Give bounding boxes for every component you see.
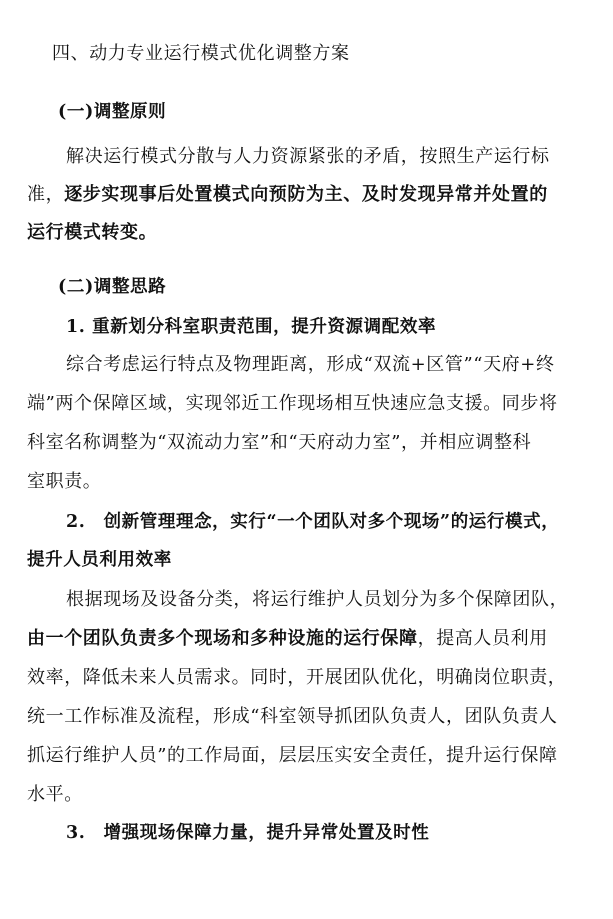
principle-line-2 (27, 184, 548, 206)
section-title: 四、动力专业运行模式优化调整方案 (52, 43, 350, 64)
item2-line-4: 统一工作标准及流程，形成“科室领导抓团队负责人，团队负责人 (27, 706, 558, 727)
principle-line-2-plain: 准， (27, 184, 65, 205)
thinking-heading: (二)调整思路 (58, 277, 167, 297)
principle-line-2-bold: 逐步实现事后处置模式向预防为主、及时发现异常并处置的 (64, 184, 548, 205)
item1-title: 1. 重新划分科室职责范围，提升资源调配效率 (66, 317, 437, 337)
item1-line-3: 科室名称调整为“双流动力室”和“天府动力室”，并相应调整科 (27, 432, 532, 453)
principle-heading: (一)调整原则 (58, 102, 167, 122)
item1-line-1: 综合考虑运行特点及物理距离，形成“双流+区管”“天府+终 (66, 354, 555, 375)
item2-line-1: 根据现场及设备分类，将运行维护人员划分为多个保障团队， (66, 589, 569, 610)
principle-line-1: 解决运行模式分散与人力资源紧张的矛盾，按照生产运行标 (66, 146, 550, 167)
item1-line-4: 室职责。 (27, 471, 102, 492)
principle-line-3: 运行模式转变。 (27, 222, 158, 243)
item2-line-3: 效率，降低未来人员需求。同时，开展团队优化，明确岗位职责， (27, 667, 567, 688)
item2-title-line-1: 2. 创新管理理念，实行“一个团队对多个现场”的运行模式， (66, 512, 560, 532)
item2-line-2-plain: ，提高人员利用 (417, 628, 548, 649)
item2-line-5: 抓运行维护人员”的工作局面，层层压实安全责任，提升运行保障 (27, 745, 558, 766)
item3-title: 3. 增强现场保障力量，提升异常处置及时性 (66, 823, 430, 843)
item1-line-2: 端”两个保障区域，实现邻近工作现场相互快速应急支援。同步将 (27, 393, 558, 414)
item2-line-6: 水平。 (27, 784, 83, 805)
item2-line-2-bold: 由一个团队负责多个现场和多种设施的运行保障 (27, 628, 418, 649)
item2-title-line-2: 提升人员利用效率 (27, 550, 172, 570)
item2-line-2 (27, 628, 548, 650)
